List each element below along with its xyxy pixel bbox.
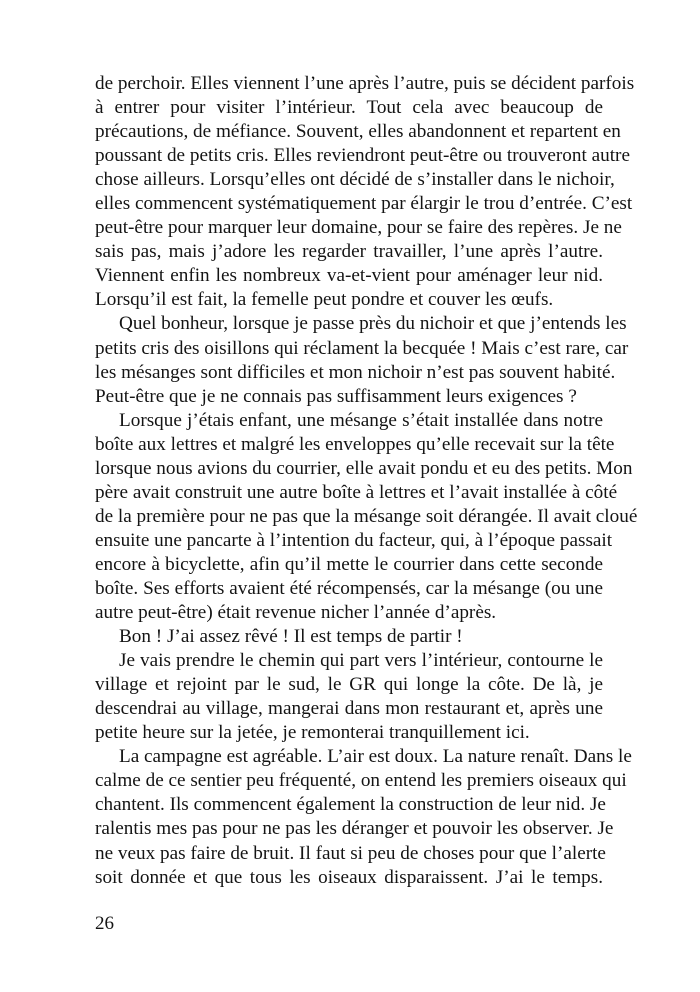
text-line: les mésanges sont difficiles et mon nichoir n’est pas souvent habité.	[95, 361, 616, 383]
text-line: chose ailleurs. Lorsqu’elles ont décidé de s’installer dans le nichoir,	[95, 169, 615, 191]
page-body-text	[95, 72, 638, 890]
text-line: de la première pour ne pas que la mésange soit dérangée. Il avait cloué	[95, 505, 638, 527]
text-line: soit donnée et que tous les oiseaux disparaissent. J’ai le temps.	[95, 866, 603, 888]
text-line: elles commencent systématiquement par élargir le trou d’entrée. C’est	[95, 193, 633, 215]
page-number: 26	[95, 913, 114, 934]
text-line: calme de ce sentier peu fréquenté, on entend les premiers oiseaux qui	[95, 770, 627, 792]
text-line: petits cris des oisillons qui réclament la becquée ! Mais c’est rare, car	[95, 337, 629, 359]
text-line: Lorsque j’étais enfant, une mésange s’était installée dans notre	[119, 409, 603, 431]
text-line: poussant de petits cris. Elles reviendront peut-être ou trouveront autre	[95, 145, 630, 167]
text-line: boîte aux lettres et malgré les enveloppes qu’elle recevait sur la tête	[95, 433, 615, 455]
text-line: Quel bonheur, lorsque je passe près du nichoir et que j’entends les	[119, 313, 627, 335]
text-line: ralentis mes pas pour ne pas les déranger et pouvoir les observer. Je	[95, 818, 614, 840]
text-line: père avait construit une autre boîte à lettres et l’avait installée à côté	[95, 481, 618, 503]
text-line: précautions, de méfiance. Souvent, elles abandonnent et repartent en	[95, 121, 621, 143]
text-line: peut-être pour marquer leur domaine, pour se faire des repères. Je ne	[95, 217, 622, 239]
text-line: ne veux pas faire de bruit. Il faut si peu de choses pour que l’alerte	[95, 842, 606, 864]
text-line: petite heure sur la jetée, je remonterai tranquillement ici.	[95, 722, 530, 744]
text-line: autre peut-être) était revenue nicher l’année d’après.	[95, 602, 497, 624]
text-line: sais pas, mais j’adore les regarder travailler, l’une après l’autre.	[95, 241, 603, 263]
text-line: Peut-être que je ne connais pas suffisamment leurs exigences ?	[95, 385, 577, 407]
text-line: chantent. Ils commencent également la construction de leur nid. Je	[95, 794, 606, 816]
text-line: Viennent enfin les nombreux va-et-vient pour aménager leur nid.	[95, 265, 603, 287]
text-line: à entrer pour visiter l’intérieur. Tout cela avec beaucoup de	[95, 97, 603, 119]
text-line: encore à bicyclette, afin qu’il mette le courrier dans cette seconde	[95, 553, 603, 575]
text-line: Je vais prendre le chemin qui part vers l’intérieur, contourne le	[119, 650, 603, 672]
text-line: Lorsqu’il est fait, la femelle peut pondre et couver les œufs.	[95, 289, 554, 311]
text-line: La campagne est agréable. L’air est doux. La nature renaît. Dans le	[119, 746, 632, 768]
text-line: Bon ! J’ai assez rêvé ! Il est temps de partir !	[119, 626, 463, 648]
text-line: boîte. Ses efforts avaient été récompensés, car la mésange (ou une	[95, 577, 603, 599]
text-line: de perchoir. Elles viennent l’une après l’autre, puis se décident parfois	[95, 73, 635, 94]
text-line: lorsque nous avions du courrier, elle avait pondu et eu des petits. Mon	[95, 457, 633, 479]
text-line: ensuite une pancarte à l’intention du facteur, qui, à l’époque passait	[95, 529, 613, 551]
text-line: village et rejoint par le sud, le GR qui longe la côte. De là, je	[95, 674, 603, 696]
text-line: descendrai au village, mangerai dans mon restaurant et, après une	[95, 698, 603, 720]
